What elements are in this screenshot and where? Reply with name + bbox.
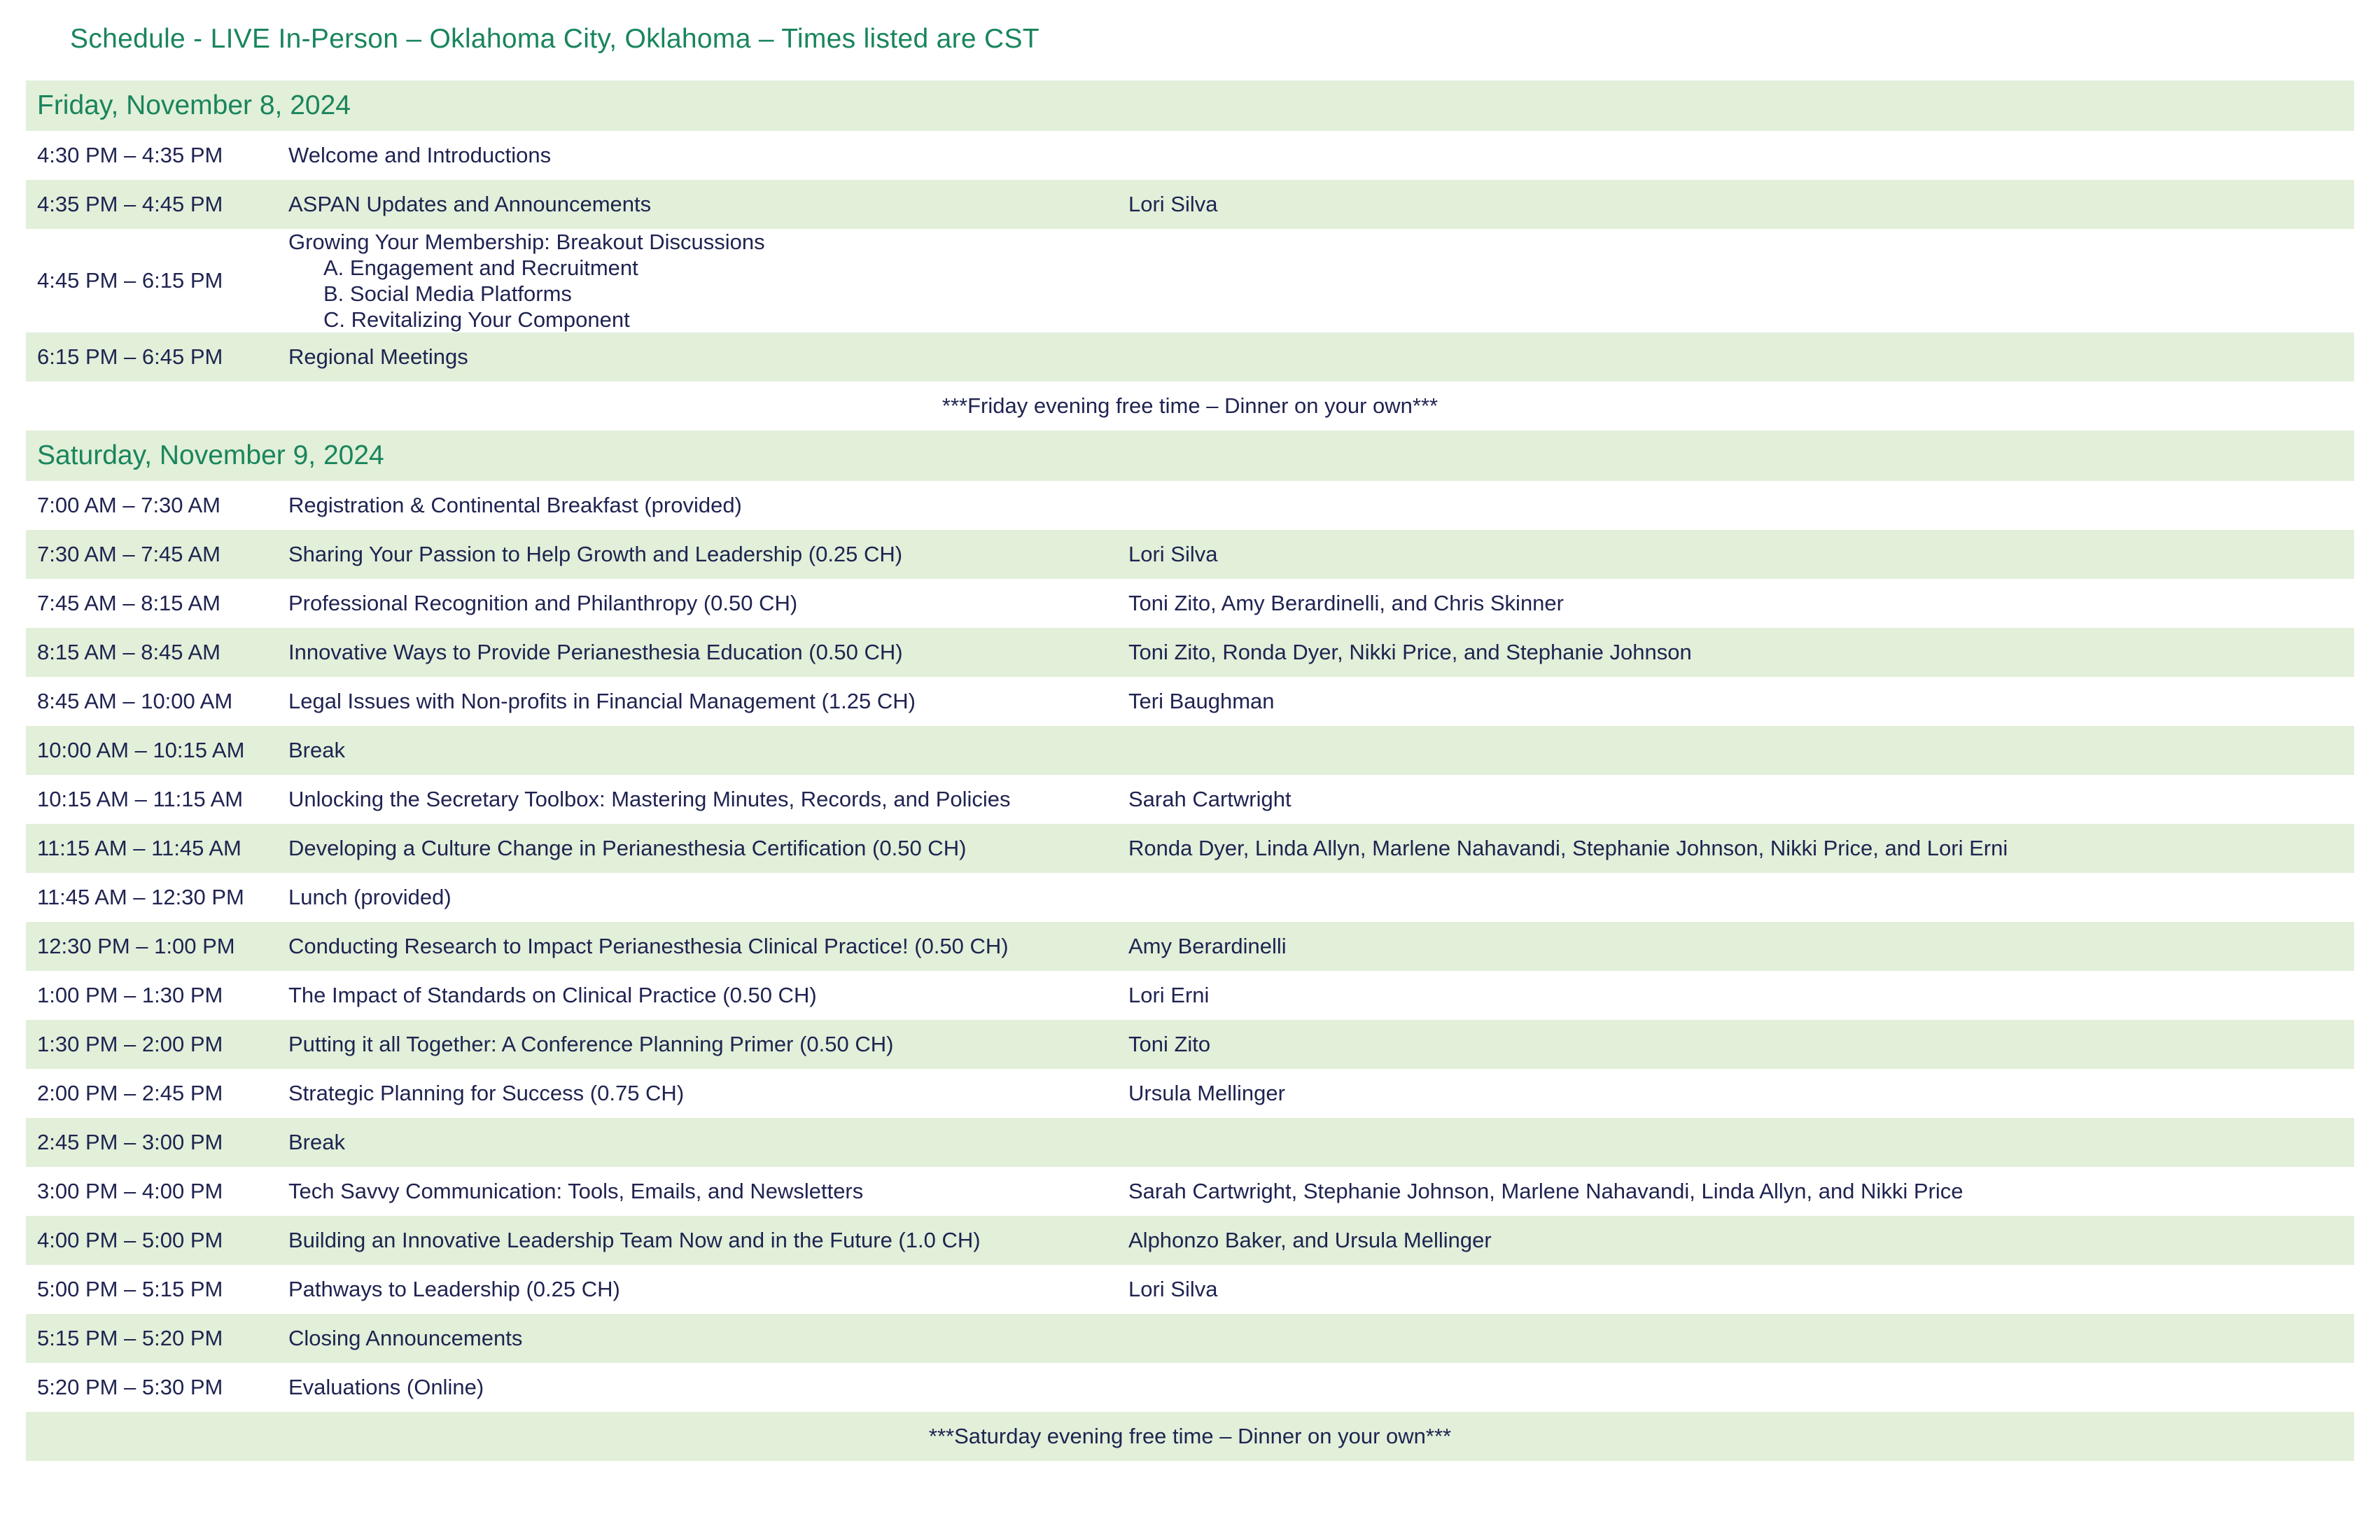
session-time: 1:30 PM – 2:00 PM — [37, 1032, 223, 1056]
session-title: Putting it all Together: A Conference Planning Primer (0.50 CH) — [288, 1032, 894, 1056]
session-title: Evaluations (Online) — [288, 1375, 484, 1399]
schedule-row — [26, 726, 2354, 775]
schedule-row — [26, 332, 2354, 382]
session-time: 8:15 AM – 8:45 AM — [37, 640, 220, 664]
session-time: 4:00 PM – 5:00 PM — [37, 1228, 223, 1252]
session-title: Growing Your Membership: Breakout Discussions — [288, 230, 765, 254]
schedule-row — [26, 530, 2354, 579]
session-speaker: Toni Zito, Amy Berardinelli, and Chris Skinner — [1128, 591, 1564, 615]
session-title: Legal Issues with Non-profits in Financial Management (1.25 CH) — [288, 689, 916, 713]
session-time: 3:00 PM – 4:00 PM — [37, 1179, 223, 1203]
schedule-row — [26, 1167, 2354, 1216]
session-title: ASPAN Updates and Announcements — [288, 192, 652, 216]
session-title: Conducting Research to Impact Perianesthesia Clinical Practice! (0.50 CH) — [288, 934, 1009, 958]
session-speaker: Lori Silva — [1128, 192, 1218, 216]
schedule-row — [26, 824, 2354, 873]
schedule-row — [26, 1314, 2354, 1363]
saturday-note: ***Saturday evening free time – Dinner on your own*** — [26, 1412, 2354, 1461]
session-title: Welcome and Introductions — [288, 143, 552, 167]
schedule-row — [26, 922, 2354, 971]
schedule-row — [26, 1265, 2354, 1314]
session-title: Tech Savvy Communication: Tools, Emails, and Newsletters — [288, 1179, 864, 1203]
session-time: 7:30 AM – 7:45 AM — [37, 542, 220, 566]
session-title: Break — [288, 1130, 345, 1154]
session-time: 6:15 PM – 6:45 PM — [37, 344, 223, 369]
session-speaker: Sarah Cartwright, Stephanie Johnson, Marlene Nahavandi, Linda Allyn, and Nikki Price — [1128, 1179, 1963, 1203]
breakout-item: A. Engagement and Recruitment — [323, 255, 638, 280]
schedule-row — [26, 1069, 2354, 1118]
session-time: 5:15 PM – 5:20 PM — [37, 1326, 223, 1350]
session-time: 2:00 PM – 2:45 PM — [37, 1081, 223, 1105]
session-time: 7:00 AM – 7:30 AM — [37, 493, 220, 517]
session-title: Building an Innovative Leadership Team Now and in the Future (1.0 CH) — [288, 1228, 981, 1252]
session-title: Strategic Planning for Success (0.75 CH) — [288, 1081, 685, 1105]
day-header-saturday — [26, 430, 2354, 481]
session-speaker: Toni Zito, Ronda Dyer, Nikki Price, and Stephanie Johnson — [1128, 640, 1692, 664]
schedule-row — [26, 1118, 2354, 1167]
session-speaker: Lori Silva — [1128, 542, 1218, 566]
session-speaker: Amy Berardinelli — [1128, 934, 1287, 958]
session-speaker: Alphonzo Baker, and Ursula Mellinger — [1128, 1228, 1492, 1252]
session-speaker: Lori Erni — [1128, 983, 1210, 1007]
schedule-row — [26, 775, 2354, 824]
day-heading: Friday, November 8, 2024 — [37, 90, 351, 120]
session-title: Closing Announcements — [288, 1326, 523, 1350]
session-time: 5:00 PM – 5:15 PM — [37, 1277, 223, 1301]
session-title: Lunch (provided) — [288, 885, 451, 909]
session-title: Break — [288, 738, 345, 762]
schedule-row — [26, 579, 2354, 628]
schedule-row — [26, 873, 2354, 922]
session-speaker: Lori Silva — [1128, 1277, 1218, 1301]
schedule-row — [26, 971, 2354, 1020]
page-title: Schedule - LIVE In-Person – Oklahoma City, Oklahoma – Times listed are CST — [70, 24, 1040, 54]
schedule-row — [26, 229, 2354, 332]
session-time: 4:45 PM – 6:15 PM — [37, 268, 223, 293]
session-time: 4:30 PM – 4:35 PM — [37, 143, 223, 167]
session-time: 10:00 AM – 10:15 AM — [37, 738, 245, 762]
breakout-item: B. Social Media Platforms — [323, 281, 572, 306]
session-time: 11:15 AM – 11:45 AM — [37, 836, 241, 860]
session-title: Registration & Continental Breakfast (provided) — [288, 493, 742, 517]
session-title: Regional Meetings — [288, 344, 468, 369]
session-title-group — [288, 229, 1128, 332]
session-time: 4:35 PM – 4:45 PM — [37, 192, 223, 216]
session-speaker: Ursula Mellinger — [1128, 1081, 1285, 1105]
session-title: Innovative Ways to Provide Perianesthesia Education (0.50 CH) — [288, 640, 903, 664]
session-title: Sharing Your Passion to Help Growth and Leadership (0.25 CH) — [288, 542, 903, 566]
schedule-row — [26, 628, 2354, 677]
schedule-row — [26, 180, 2354, 229]
day-header-friday — [26, 80, 2354, 131]
friday-note: ***Friday evening free time – Dinner on your own*** — [941, 393, 1438, 418]
schedule-row — [26, 1020, 2354, 1069]
schedule-row — [26, 131, 2354, 180]
schedule-row — [26, 481, 2354, 530]
session-time: 5:20 PM – 5:30 PM — [37, 1375, 223, 1399]
session-time: 8:45 AM – 10:00 AM — [37, 689, 233, 713]
session-time: 11:45 AM – 12:30 PM — [37, 885, 244, 909]
schedule-row — [26, 677, 2354, 726]
session-time: 10:15 AM – 11:15 AM — [37, 787, 244, 811]
session-title: The Impact of Standards on Clinical Practice (0.50 CH) — [288, 983, 817, 1007]
session-title: Professional Recognition and Philanthropy (0.50 CH) — [288, 591, 798, 615]
schedule-row — [26, 1363, 2354, 1412]
session-time: 12:30 PM – 1:00 PM — [37, 934, 235, 958]
session-speaker: Ronda Dyer, Linda Allyn, Marlene Nahavandi, Stephanie Johnson, Nikki Price, and Lori Erni — [1128, 836, 2008, 860]
session-time: 7:45 AM – 8:15 AM — [37, 591, 220, 615]
day-heading: Saturday, November 9, 2024 — [37, 440, 384, 470]
session-time: 1:00 PM – 1:30 PM — [37, 983, 223, 1007]
breakout-item: C. Revitalizing Your Component — [323, 307, 630, 332]
schedule-table — [26, 80, 2354, 1461]
session-speaker: Sarah Cartwright — [1128, 787, 1292, 811]
session-title: Unlocking the Secretary Toolbox: Mastering Minutes, Records, and Policies — [288, 787, 1011, 811]
session-speaker: Teri Baughman — [1128, 689, 1275, 713]
session-title: Developing a Culture Change in Perianesthesia Certification (0.50 CH) — [288, 836, 967, 860]
session-time: 2:45 PM – 3:00 PM — [37, 1130, 223, 1154]
session-title: Pathways to Leadership (0.25 CH) — [288, 1277, 620, 1301]
schedule-row — [26, 1216, 2354, 1265]
session-speaker: Toni Zito — [1128, 1032, 1211, 1056]
